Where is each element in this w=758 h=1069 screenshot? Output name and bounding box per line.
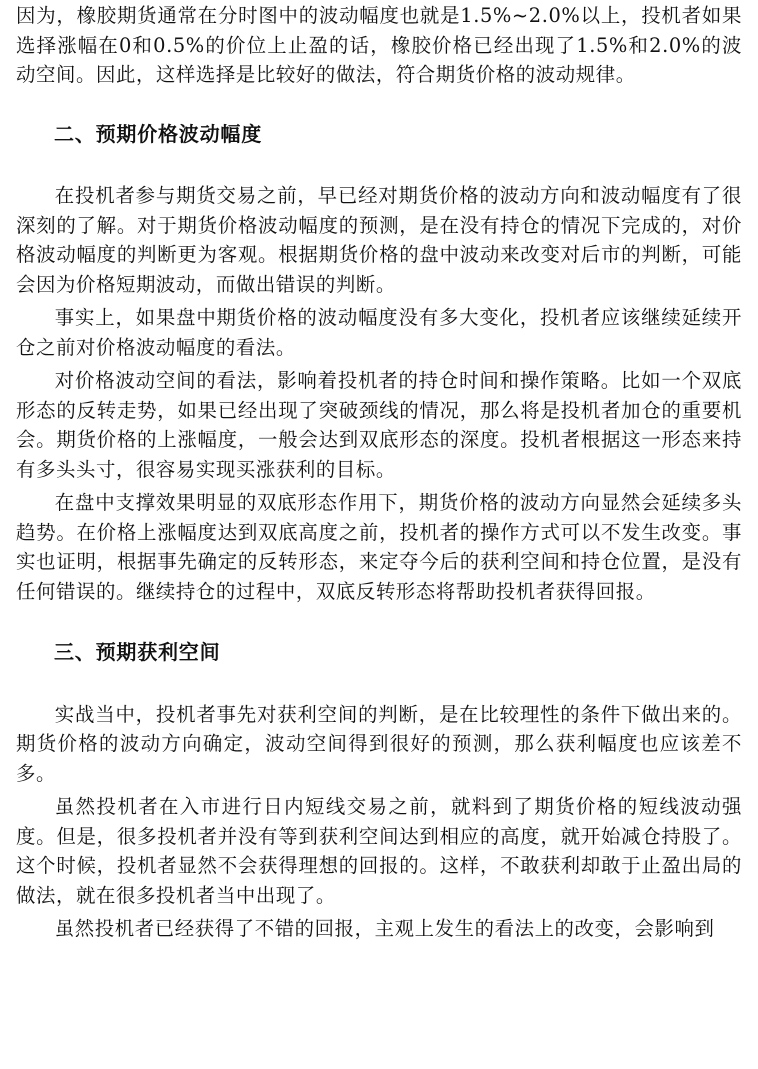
paragraph-3-3: 虽然投机者已经获得了不错的回报，主观上发生的看法上的改变，会影响到 — [54, 917, 715, 940]
paragraph-2-3: 对价格波动空间的看法，影响着投机者的持仓时间和操作策略。比如一个双底形态的反转走势，如果已经出现了突破颈线的情况，那么将是投机者加仓的重要机会。期货价格的上涨幅度，一般会达到双底形态的深度。投机者根据这一形态来持有多头头寸，很容易实现买涨获利的目标。 — [16, 369, 742, 481]
paragraph-3-1: 实战当中，投机者事先对获利空间的判断，是在比较理性的条件下做出来的。期货价格的波动方向确定，波动空间得到很好的预测，那么获利幅度也应该差不多。 — [16, 702, 742, 785]
paragraph-2-1: 在投机者参与期货交易之前，早已经对期货价格的波动方向和波动幅度有了很深刻的了解。对于期货价格波动幅度的预测，是在没有持仓的情况下完成的，对价格波动幅度的判断更为客观。根据期货价格的盘中波动来改变对后市的判断，可能会因为价格短期波动，而做出错误的判断。 — [16, 184, 742, 296]
paragraph-2-4: 在盘中支撑效果明显的双底形态作用下，期货价格的波动方向显然会延续多头趋势。在价格上涨幅度达到双底高度之前，投机者的操作方式可以不发生改变。事实也证明，根据事先确定的反转形态，来定夺今后的获利空间和持仓位置，是没有任何错误的。继续持仓的过程中，双底反转形态将帮助投机者获得回报。 — [16, 491, 742, 603]
paragraph-intro: 因为，橡胶期货通常在分时图中的波动幅度也就是1.5%~2.0%以上，投机者如果选择涨幅在0和0.5%的价位上止盈的话，橡胶价格已经出现了1.5%和2.0%的波动空间。因此，这样选择是比较好的做法，符合期货价格的波动规律。 — [16, 4, 742, 86]
section-heading-3: 三、预期获利空间 — [54, 640, 221, 664]
paragraph-3-2: 虽然投机者在入市进行日内短线交易之前，就料到了期货价格的短线波动强度。但是，很多投机者并没有等到获利空间达到相应的高度，就开始减仓持股了。这个时候，投机者显然不会获得理想的回报的。这样，不敢获利却敢于止盈出局的做法，就在很多投机者当中出现了。 — [16, 795, 742, 907]
section-heading-2: 二、预期价格波动幅度 — [54, 121, 262, 146]
paragraph-2-2: 事实上，如果盘中期货价格的波动幅度没有多大变化，投机者应该继续延续开仓之前对价格波动幅度的看法。 — [16, 306, 742, 359]
